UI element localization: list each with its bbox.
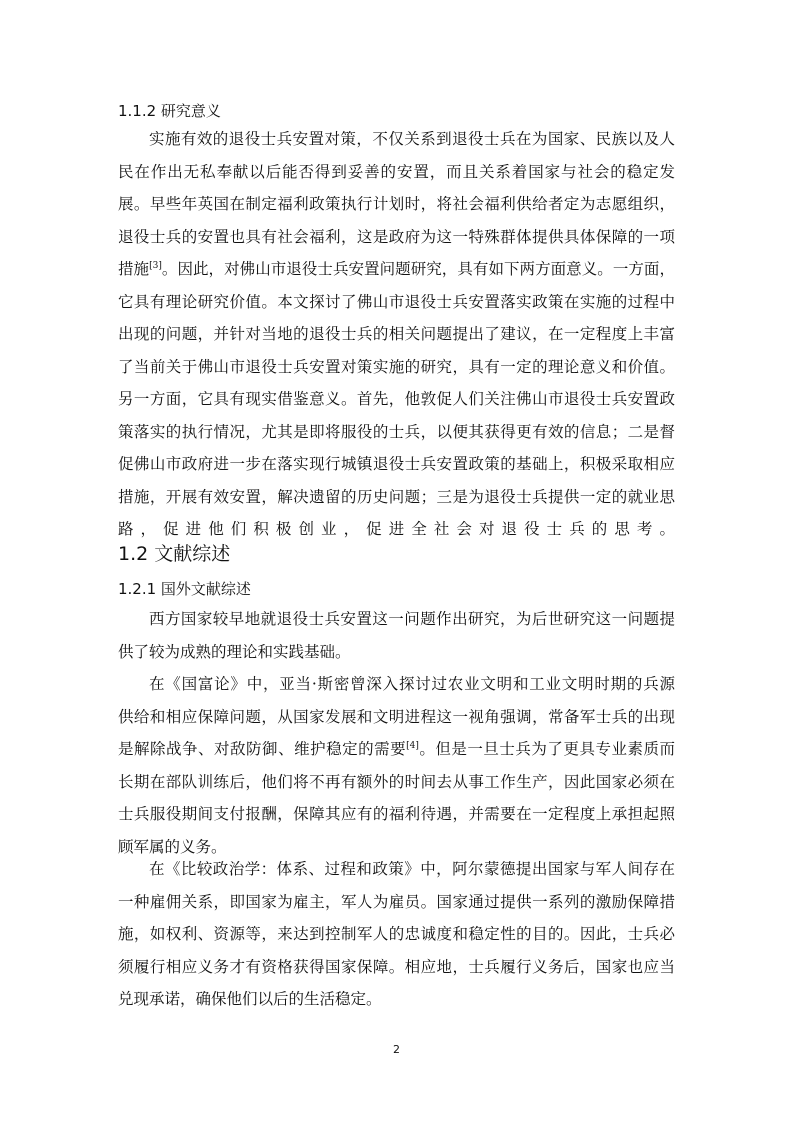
text-line: 在《国富论》中，亚当·斯密曾深入探讨过农业文明和工业文明时期的兵源 [149, 675, 675, 693]
text-line: 士兵服役期间支付报酬，保障其应有的福利待遇，并需要在一定程度上承担起照 [118, 805, 675, 823]
text-segment: 措施 [118, 260, 150, 278]
paragraph-western-research [118, 603, 675, 668]
text-line: 它具有理论研究价值。本文探讨了佛山市退役士兵安置落实政策在实施的过程中 [118, 292, 675, 311]
text-segment: 是解除战争、对敌防御、维护稳定的需要 [118, 740, 407, 758]
text-line: 一种雇佣关系，即国家为雇主，军人为雇员。国家通过提供一系列的激励保障措 [118, 892, 675, 911]
citation-ref-3: [3] [149, 260, 162, 271]
text-segment: 。但是一旦士兵为了更具专业素质而 [418, 740, 675, 758]
text-line: 促佛山市政府进一步在落实现行城镇退役士兵安置政策的基础上，积极采取相应 [118, 455, 675, 473]
citation-ref-4: [4] [406, 740, 419, 751]
heading-1-2-1: 1.2.1 国外文献综述 [118, 580, 251, 598]
text-line: 措施，开展有效安置，解决遗留的历史问题；三是为退役士兵提供一定的就业思 [118, 487, 675, 506]
text-line: 民在作出无私奉献以后能否得到妥善的安置，而且关系着国家与社会的稳定发 [118, 162, 675, 181]
paragraph-research-significance [118, 123, 675, 578]
text-line: 顾军属的义务。 [118, 837, 227, 856]
text-line: 在《比较政治学：体系、过程和政策》中，阿尔蒙德提出国家与军人间存在 [149, 860, 675, 878]
text-line: 须履行相应义务才有资格获得国家保障。相应地，士兵履行义务后，国家也应当 [118, 957, 675, 976]
text-line: 策落实的执行情况，尤其是即将服役的士兵，以便其获得更有效的信息；二是督 [118, 422, 675, 441]
heading-1-2: 1.2 文献综述 [118, 543, 231, 565]
text-line: 了当前关于佛山市退役士兵安置对策实施的研究，具有一定的理论意义和价值。 [118, 357, 675, 376]
text-line: 出现的问题，并针对当地的退役士兵的相关问题提出了建议，在一定程度上丰富 [118, 325, 675, 343]
text-line-with-citation [118, 253, 675, 286]
text-line: 长期在部队训练后，他们将不再有额外的时间去从事工作生产，因此国家必须在 [118, 772, 675, 791]
page-number: 2 [393, 1043, 400, 1056]
paragraph-wealth-of-nations [118, 668, 675, 863]
text-line: 展。早些年英国在制定福利政策执行计划时，将社会福利供给者定为志愿组织， [118, 195, 675, 213]
text-line: 实施有效的退役士兵安置对策，不仅关系到退役士兵在为国家、民族以及人 [149, 130, 675, 148]
text-line: 另一方面，它具有现实借鉴意义。首先，他敦促人们关注佛山市退役士兵安置政 [118, 390, 675, 408]
text-line: 西方国家较早地就退役士兵安置这一问题作出研究，为后世研究这一问题提 [149, 610, 675, 628]
heading-1-1-2: 1.1.2 研究意义 [118, 102, 221, 120]
text-line: 供了较为成熟的理论和实践基础。 [118, 642, 351, 661]
text-line: 供给和相应保障问题，从国家发展和文明进程这一视角强调，常备军士兵的出现 [118, 707, 675, 726]
text-line: 施，如权利、资源等，来达到控制军人的忠诚度和稳定性的目的。因此，士兵必 [118, 925, 675, 943]
paragraph-comparative-politics [118, 853, 675, 1016]
text-line: 路，促进他们积极创业，促进全社会对退役士兵的思考。 [118, 520, 675, 538]
text-segment: 。因此，对佛山市退役士兵安置问题研究，具有如下两方面意义。一方面， [161, 260, 675, 278]
text-line-with-citation [118, 733, 675, 766]
text-line: 兑现承诺，确保他们以后的生活稳定。 [118, 990, 382, 1008]
text-line: 退役士兵的安置也具有社会福利，这是政府为这一特殊群体提供具体保障的一项 [118, 227, 675, 246]
